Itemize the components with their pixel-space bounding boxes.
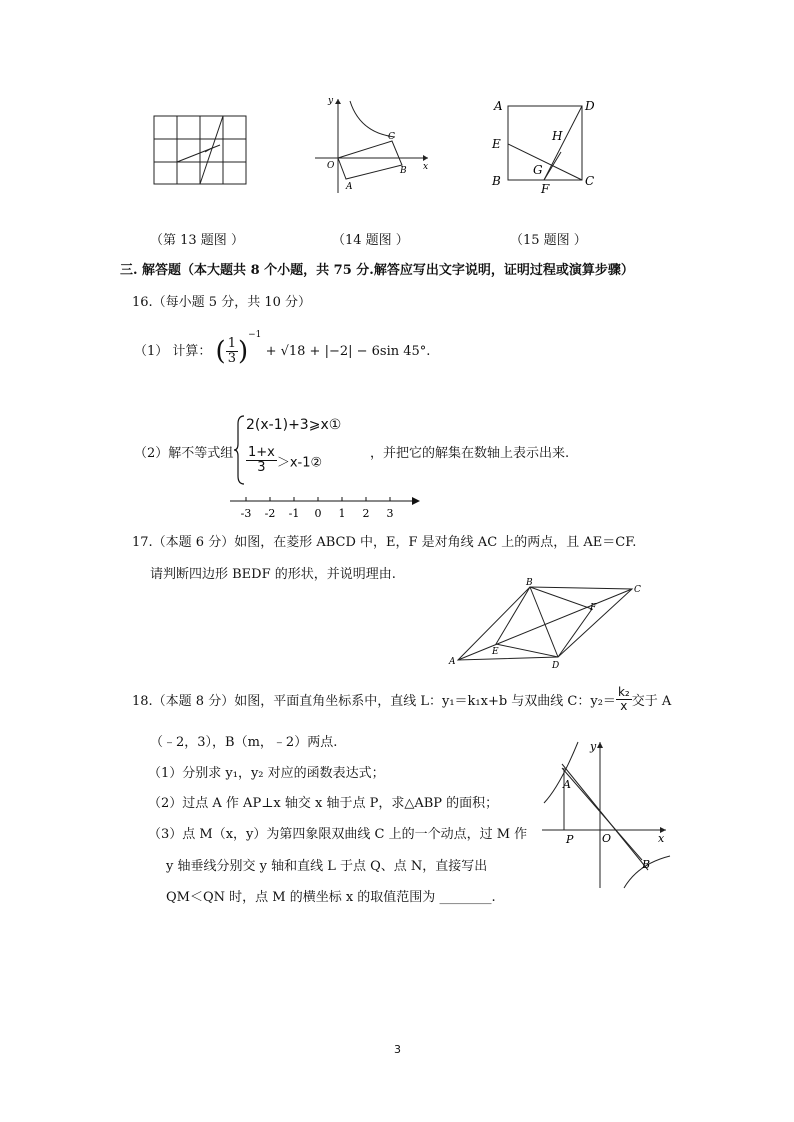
q16-part1: （1） 计算： ( $\frac{1}{3}$ )$^{-1}$ + √18 + |−2| − 6sin 45°. bbox=[134, 330, 431, 367]
fig15-label-c: C bbox=[585, 174, 595, 188]
q16-part2-label: （2）解不等式组 bbox=[134, 446, 234, 461]
figure-14-coordinate bbox=[310, 93, 435, 198]
fig18-label-b: B bbox=[642, 858, 651, 871]
q16-brace bbox=[234, 414, 246, 486]
fig15-label-d: D bbox=[585, 99, 595, 113]
fig18-label-p: P bbox=[566, 833, 574, 846]
q16-inequality-1: 2(x-1)+3⩾x① bbox=[246, 417, 342, 433]
numberline-tick-label: -2 bbox=[264, 507, 276, 520]
q18-part2: （2）过点 A 作 AP⊥x 轴交 x 轴于点 P，求△ABP 的面积； bbox=[148, 796, 499, 811]
fig14-label-x: x bbox=[423, 162, 429, 172]
fig14-label-y: y bbox=[328, 96, 334, 106]
q18-line1: 18.（本题 8 分）如图，平面直角坐标系中，直线 L：y₁＝k₁x+b 与双曲线 C：y₂＝ $\frac{\text{k₂}}{x}$ 交于 A bbox=[132, 685, 672, 714]
q16-part1-expression: + √18 + |−2| − 6sin 45°. bbox=[265, 344, 431, 359]
fig17-label-c: C bbox=[634, 585, 641, 595]
numberline-tick-label: -3 bbox=[240, 507, 252, 520]
q17-line2: 请判断四边形 BEDF 的形状，并说明理由. bbox=[150, 567, 396, 582]
fig14-label-o: O bbox=[327, 161, 335, 171]
fig15-label-g: G bbox=[533, 163, 543, 177]
q16-part1-label: （1） 计算： bbox=[134, 344, 212, 359]
fig14-label-b: B bbox=[400, 166, 407, 176]
fig18-label-o: O bbox=[602, 832, 612, 845]
fig15-label-f: F bbox=[541, 182, 550, 194]
numberline-tick-label: 2 bbox=[362, 507, 370, 520]
fig13-caption: （第 13 题图 ） bbox=[150, 233, 244, 248]
fig17-label-e: E bbox=[492, 647, 499, 657]
fig18-label-x: x bbox=[658, 832, 665, 845]
fig14-caption: （14 题图 ） bbox=[332, 233, 409, 248]
section-3-heading: 三. 解答题（本大题共 8 个小题，共 75 分.解答应写出文字说明，证明过程或演算步骤） bbox=[120, 263, 634, 278]
fig15-label-h: H bbox=[552, 129, 563, 143]
fig17-label-d: D bbox=[552, 661, 560, 670]
fig15-caption: （15 题图 ） bbox=[510, 233, 587, 248]
fig17-label-b: B bbox=[526, 578, 533, 588]
q16-part2-tail: ，并把它的解集在数轴上表示出来. bbox=[370, 446, 570, 461]
q16-title: 16.（每小题 5 分，共 10 分） bbox=[132, 295, 312, 310]
q18-fraction: $\frac{\text{k₂}}{x}$ bbox=[617, 685, 630, 714]
q18-line2: （﹣2，3），B（m，﹣2）两点. bbox=[150, 735, 338, 750]
figure-15-square bbox=[488, 96, 598, 194]
figure-13-grid bbox=[150, 112, 250, 188]
q16-part1-fraction: $\frac{1}{3}$ bbox=[227, 335, 236, 366]
q16-inequality-2: $\frac{1+x}{3}$ ＞x-1② bbox=[248, 445, 323, 476]
numberline-tick-label: 3 bbox=[386, 507, 394, 520]
figure-18-coordinate bbox=[538, 738, 674, 890]
figure-17-rhombus bbox=[446, 578, 646, 670]
fig15-label-a: A bbox=[494, 99, 503, 113]
fig15-label-e: E bbox=[492, 137, 501, 151]
fig17-label-f: F bbox=[590, 603, 597, 613]
q18-part3-line3: QM＜QN 时，点 M 的横坐标 x 的取值范围为 ________. bbox=[166, 890, 496, 905]
q18-part3-line2: y 轴垂线分别交 y 轴和直线 L 于点 Q、点 N，直接写出 bbox=[166, 859, 488, 874]
numberline-tick-label: 0 bbox=[314, 507, 322, 520]
fig15-label-b: B bbox=[492, 174, 501, 188]
numberline-tick-label: 1 bbox=[338, 507, 346, 520]
fig17-label-a: A bbox=[449, 657, 456, 667]
fig14-label-a: A bbox=[346, 182, 353, 192]
q18-part1: （1）分别求 y₁，y₂ 对应的函数表达式； bbox=[148, 766, 385, 781]
q16-part1-exponent: −1 bbox=[248, 330, 262, 340]
fig18-label-a: A bbox=[563, 778, 571, 791]
numberline-tick-label: -1 bbox=[288, 507, 300, 520]
fig14-label-c: C bbox=[388, 132, 395, 142]
q17-line1: 17.（本题 6 分）如图，在菱形 ABCD 中，E，F 是对角线 AC 上的两点，且 AE＝CF. bbox=[132, 535, 637, 550]
q18-part3-line1: （3）点 M（x，y）为第四象限双曲线 C 上的一个动点，过 M 作 bbox=[148, 827, 528, 842]
page-number: 3 bbox=[394, 1043, 401, 1056]
number-line bbox=[228, 494, 422, 520]
fig18-label-y: y bbox=[590, 740, 597, 753]
